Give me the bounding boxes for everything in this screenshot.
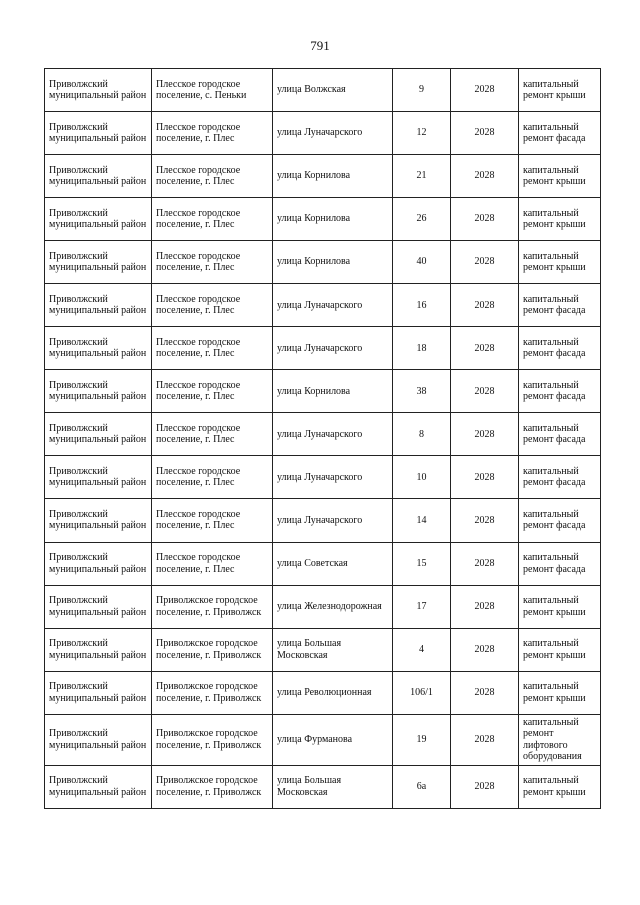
- street-cell: улица Железнодорожная: [273, 585, 393, 628]
- year-cell: 2028: [451, 155, 519, 198]
- table-row: [45, 628, 601, 671]
- table-row: [45, 327, 601, 370]
- street-cell: улица Большая Московская: [273, 765, 393, 808]
- settlement-cell: Плесское городское поселение, с. Пеньки: [152, 69, 273, 112]
- street-cell: улица Луначарского: [273, 327, 393, 370]
- settlement-cell: Плесское городское поселение, г. Плес: [152, 112, 273, 155]
- table-row: [45, 413, 601, 456]
- settlement-cell: Приволжское городское поселение, г. Приволжск: [152, 765, 273, 808]
- year-cell: 2028: [451, 413, 519, 456]
- year-cell: 2028: [451, 628, 519, 671]
- work-type-cell: капитальный ремонт фасада: [519, 413, 601, 456]
- year-cell: 2028: [451, 585, 519, 628]
- district-cell: Приволжский муниципальный район: [45, 69, 152, 112]
- street-cell: улица Корнилова: [273, 198, 393, 241]
- table-row: [45, 112, 601, 155]
- year-cell: 2028: [451, 327, 519, 370]
- house-number-cell: 6а: [393, 765, 451, 808]
- house-number-cell: 14: [393, 499, 451, 542]
- settlement-cell: Плесское городское поселение, г. Плес: [152, 456, 273, 499]
- settlement-cell: Приволжское городское поселение, г. Приволжск: [152, 628, 273, 671]
- table-row: [45, 155, 601, 198]
- street-cell: улица Луначарского: [273, 284, 393, 327]
- settlement-cell: Приволжское городское поселение, г. Приволжск: [152, 671, 273, 714]
- table-row: [45, 499, 601, 542]
- table-row: [45, 69, 601, 112]
- district-cell: Приволжский муниципальный район: [45, 671, 152, 714]
- district-cell: Приволжский муниципальный район: [45, 714, 152, 765]
- house-number-cell: 9: [393, 69, 451, 112]
- house-number-cell: 10: [393, 456, 451, 499]
- house-number-cell: 18: [393, 327, 451, 370]
- table-row: [45, 241, 601, 284]
- house-number-cell: 21: [393, 155, 451, 198]
- street-cell: улица Корнилова: [273, 241, 393, 284]
- settlement-cell: Плесское городское поселение, г. Плес: [152, 241, 273, 284]
- work-type-cell: капитальный ремонт фасада: [519, 456, 601, 499]
- table-row: [45, 456, 601, 499]
- year-cell: 2028: [451, 284, 519, 327]
- work-type-cell: капитальный ремонт лифтового оборудования: [519, 714, 601, 765]
- year-cell: 2028: [451, 112, 519, 155]
- work-type-cell: капитальный ремонт крыши: [519, 671, 601, 714]
- settlement-cell: Приволжское городское поселение, г. Приволжск: [152, 714, 273, 765]
- street-cell: улица Большая Московская: [273, 628, 393, 671]
- table-row: [45, 671, 601, 714]
- year-cell: 2028: [451, 370, 519, 413]
- page-number: 791: [310, 38, 330, 53]
- street-cell: улица Фурманова: [273, 714, 393, 765]
- street-cell: улица Революционная: [273, 671, 393, 714]
- year-cell: 2028: [451, 499, 519, 542]
- house-number-cell: 16: [393, 284, 451, 327]
- district-cell: Приволжский муниципальный район: [45, 155, 152, 198]
- settlement-cell: Плесское городское поселение, г. Плес: [152, 370, 273, 413]
- year-cell: 2028: [451, 241, 519, 284]
- house-number-cell: 38: [393, 370, 451, 413]
- street-cell: улица Волжская: [273, 69, 393, 112]
- work-type-cell: капитальный ремонт фасада: [519, 112, 601, 155]
- work-type-cell: капитальный ремонт фасада: [519, 370, 601, 413]
- table-row: [45, 370, 601, 413]
- year-cell: 2028: [451, 765, 519, 808]
- settlement-cell: Плесское городское поселение, г. Плес: [152, 413, 273, 456]
- table-row: [45, 284, 601, 327]
- street-cell: улица Луначарского: [273, 413, 393, 456]
- street-cell: улица Советская: [273, 542, 393, 585]
- street-cell: улица Луначарского: [273, 456, 393, 499]
- district-cell: Приволжский муниципальный район: [45, 241, 152, 284]
- settlement-cell: Приволжское городское поселение, г. Приволжск: [152, 585, 273, 628]
- work-type-cell: капитальный ремонт крыши: [519, 585, 601, 628]
- settlement-cell: Плесское городское поселение, г. Плес: [152, 198, 273, 241]
- house-number-cell: 19: [393, 714, 451, 765]
- table-row: [45, 542, 601, 585]
- district-cell: Приволжский муниципальный район: [45, 456, 152, 499]
- table-row: [45, 765, 601, 808]
- table-body: [45, 69, 601, 809]
- work-type-cell: капитальный ремонт крыши: [519, 155, 601, 198]
- house-number-cell: 40: [393, 241, 451, 284]
- table-row: [45, 714, 601, 765]
- street-cell: улица Корнилова: [273, 155, 393, 198]
- street-cell: улица Луначарского: [273, 112, 393, 155]
- house-number-cell: 15: [393, 542, 451, 585]
- settlement-cell: Плесское городское поселение, г. Плес: [152, 327, 273, 370]
- year-cell: 2028: [451, 69, 519, 112]
- work-type-cell: капитальный ремонт крыши: [519, 69, 601, 112]
- work-type-cell: капитальный ремонт крыши: [519, 628, 601, 671]
- district-cell: Приволжский муниципальный район: [45, 413, 152, 456]
- year-cell: 2028: [451, 714, 519, 765]
- district-cell: Приволжский муниципальный район: [45, 327, 152, 370]
- settlement-cell: Плесское городское поселение, г. Плес: [152, 542, 273, 585]
- year-cell: 2028: [451, 671, 519, 714]
- street-cell: улица Луначарского: [273, 499, 393, 542]
- district-cell: Приволжский муниципальный район: [45, 198, 152, 241]
- year-cell: 2028: [451, 542, 519, 585]
- repair-registry-table: [44, 68, 601, 809]
- house-number-cell: 26: [393, 198, 451, 241]
- house-number-cell: 8: [393, 413, 451, 456]
- work-type-cell: капитальный ремонт фасада: [519, 542, 601, 585]
- settlement-cell: Плесское городское поселение, г. Плес: [152, 284, 273, 327]
- table-row: [45, 585, 601, 628]
- settlement-cell: Плесское городское поселение, г. Плес: [152, 499, 273, 542]
- district-cell: Приволжский муниципальный район: [45, 585, 152, 628]
- work-type-cell: капитальный ремонт крыши: [519, 198, 601, 241]
- district-cell: Приволжский муниципальный район: [45, 284, 152, 327]
- table-row: [45, 198, 601, 241]
- house-number-cell: 12: [393, 112, 451, 155]
- district-cell: Приволжский муниципальный район: [45, 765, 152, 808]
- district-cell: Приволжский муниципальный район: [45, 499, 152, 542]
- house-number-cell: 17: [393, 585, 451, 628]
- district-cell: Приволжский муниципальный район: [45, 112, 152, 155]
- house-number-cell: 106/1: [393, 671, 451, 714]
- work-type-cell: капитальный ремонт фасада: [519, 284, 601, 327]
- district-cell: Приволжский муниципальный район: [45, 370, 152, 413]
- district-cell: Приволжский муниципальный район: [45, 542, 152, 585]
- house-number-cell: 4: [393, 628, 451, 671]
- street-cell: улица Корнилова: [273, 370, 393, 413]
- work-type-cell: капитальный ремонт фасада: [519, 499, 601, 542]
- district-cell: Приволжский муниципальный район: [45, 628, 152, 671]
- settlement-cell: Плесское городское поселение, г. Плес: [152, 155, 273, 198]
- work-type-cell: капитальный ремонт крыши: [519, 765, 601, 808]
- work-type-cell: капитальный ремонт крыши: [519, 241, 601, 284]
- work-type-cell: капитальный ремонт фасада: [519, 327, 601, 370]
- year-cell: 2028: [451, 198, 519, 241]
- year-cell: 2028: [451, 456, 519, 499]
